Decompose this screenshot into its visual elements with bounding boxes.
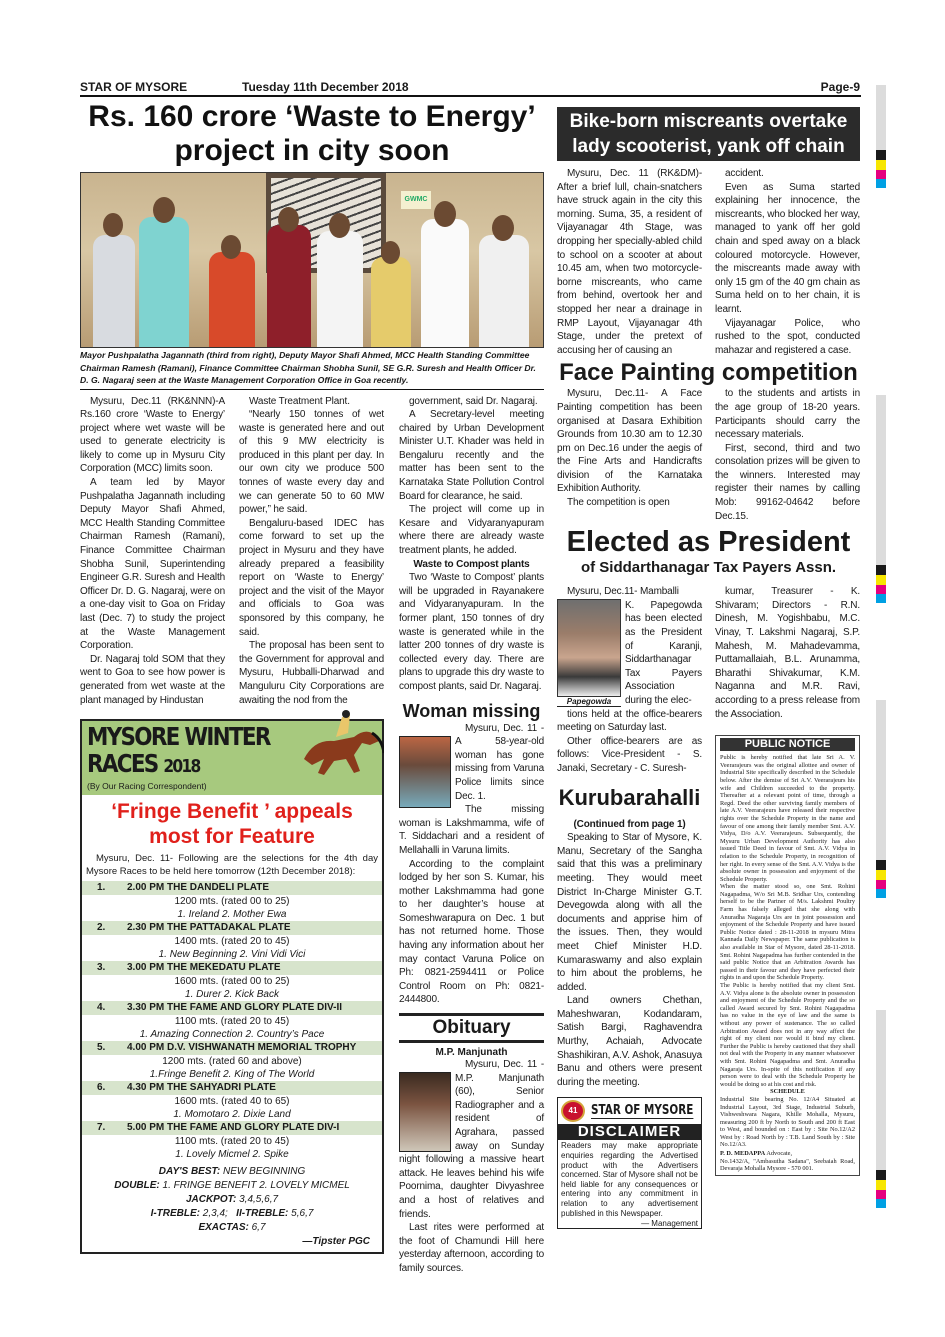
- races-headline-line: ‘Fringe Benefit ’ appeals: [111, 800, 353, 824]
- bike-column-2: [715, 167, 860, 357]
- headline-line: Rs. 160 crore ‘Waste to Energy’: [88, 100, 536, 133]
- race-picks: 1.Fringe Benefit 2. King of The World: [149, 1069, 315, 1081]
- advocate-address: No.1432/A, "Ambasutha Sadana", Seebaiah Road, Devaraja Mohalla Mysore - 570 001.: [720, 1157, 855, 1173]
- race-picks: 1. Durer 2. Kick Back: [185, 989, 279, 1001]
- elected-subheadline: of Siddarthanagar Tax Payers Assn.: [580, 559, 837, 577]
- paragraph: A Secretary-level meeting chaired by Urban Development Minister U.T. Khader was held in Bengaluru recently and the matter has been sent to the Karnataka State Pollution Control Board for clearance, he said.: [399, 409, 544, 502]
- race-header: [82, 1041, 382, 1055]
- page-number: Page-9: [820, 80, 860, 94]
- kurubarahalli-headline: Kurubarahalli: [558, 784, 701, 810]
- papegowda-photo: [557, 599, 621, 697]
- bike-column-1: [557, 167, 702, 357]
- paragraph: Mysuru, Dec. 11 (RK&DM)- After a brief lull, chain-snatchers have struck again in the city this morning. Suma, 35, a resident of Vijayanagar 4th Stage, was dropping her specially-abled child to school on a scooter at about 10.45 am, when two motorcycle-borne miscreants, who came from behind, overtook her and stopped her near a drainage in RMP Layout, Vijayanagar 4th Stage, under the pretext of accusing her of causing an: [557, 168, 702, 356]
- paragraph: The proposal has been sent to the Government for approval and Mysuru, Hubballi-Dharwad and Manguluru City Corporations are awaiting the nod from the: [239, 640, 384, 706]
- waste-column-2: [239, 395, 384, 708]
- race-distance: 1200 mts. (rated 00 to 25): [174, 896, 290, 908]
- left-columns: [80, 395, 544, 1276]
- race-picks: 1. New Beginning 2. Vini Vidi Vici: [158, 949, 306, 961]
- papegowda-photo-block: [557, 599, 621, 707]
- public-notice: [715, 735, 860, 1176]
- disclaimer-text: Readers may make appropriate enquiries regarding the Advertised product with the Advertisers concerned. Star of Mysore shall not be held liable for any consequences or entering into any commitment in relation to any advertisement published in this Newspaper.: [561, 1141, 698, 1218]
- lower-right-column-1: [557, 585, 702, 1229]
- paragraph: A team led by Mayor Pushpalatha Jagannath including Deputy Mayor Shafi Ahmed, MCC Health Standing Committee Chairman Ramesh (Ramani), Finance Committee Chairman Shobha Sunil, Superintending Engineer G.R. Suresh and Health Officer Dr. D. G. Nagaraj, were on a one-day visit to Goa on Friday last (Dec. 7) to study the project at the Waste Management Corporation.: [80, 477, 225, 652]
- races-byline: (By Our Racing Correspondent): [87, 781, 207, 792]
- lower-right-columns: [557, 585, 860, 1229]
- paragraph: The competition is open: [567, 497, 670, 509]
- face-columns: [557, 387, 860, 523]
- missing-woman-photo: [399, 736, 451, 808]
- issue-date: Tuesday 11th December 2018: [242, 80, 409, 94]
- star-of-mysore-logo: 41: [561, 1100, 585, 1122]
- kurubarahalli-article: [557, 784, 702, 1090]
- races-headline-line: most for Feature: [149, 825, 315, 849]
- photo-caption: Papegowda: [557, 697, 621, 707]
- paragraph: First, second, third and two consolation prizes will be given to the winners. Interested may register their names by calling Mob: 99162-04642 before Dec.15.: [715, 442, 860, 522]
- left-two-columns: [80, 395, 384, 1276]
- obituary-article: [399, 1013, 544, 1276]
- race-header: [82, 881, 382, 895]
- race-title: 3.30 PM THE FAME AND GLORY PLATE DIV-II: [127, 1002, 343, 1014]
- race-distance: 1100 mts. (rated 20 to 45): [174, 1136, 290, 1148]
- value: 2,3,4;: [200, 1208, 228, 1220]
- label: II-TREBLE:: [236, 1208, 289, 1220]
- race-picks: 1. Momotaro 2. Dixie Land: [173, 1109, 291, 1121]
- race-number: 3.: [97, 962, 106, 974]
- race-entry: [82, 1041, 382, 1081]
- label: EXACTAS:: [198, 1222, 249, 1234]
- paragraph: The Public is hereby notified that my client Smt. A.V. Vidya alone is the absolute owner in possession and enjoyment of the Schedule Property and the so called Award secured by Smt. Rohini Nagapadma has no value in the eye of law and the same is without any power of sustenance. The so called Arbitration Award does not in any way affect the right of my client nor would it bind my client. Further the Public is hereby cautioned that they shall not deal with the Property in any manner whatsoever with Smt. Rohini Nagapadma and Smt. Anuradha Nagaraja Urs. In-spite of this notification if any person were to deal with the Schedule Property he would be doing so at his cost and risk.: [720, 982, 855, 1088]
- paragraph: kumar, Treasurer - K. Shivaram; Directors - R.N. Dinesh, M. Yogishbabu, M.C. Vinay, T. Lakshmi Nagaraj, S.P. Mahesh, M. Mahadevamma, Puttamallaiah, B.L. Arunamma, Bharathi Shivakumar, K.M. Naganna and M.R. Ravi, according to a press release from the Association.: [715, 586, 860, 720]
- waste-team-photo: [80, 172, 544, 348]
- paragraph: tions held at the office-bearers meeting on Saturday last.: [557, 708, 702, 734]
- schedule-title: SCHEDULE: [770, 1088, 805, 1096]
- racehorse-icon: [294, 709, 384, 784]
- face-column-1: [557, 387, 702, 523]
- trebles: [82, 1207, 382, 1221]
- race-entry: [82, 1121, 382, 1161]
- value: 3,4,5,6,7: [236, 1194, 279, 1206]
- race-header: [82, 1001, 382, 1015]
- race-number: 1.: [97, 882, 106, 894]
- left-half: [80, 100, 544, 1276]
- race-picks: 1. Lovely Micmel 2. Spike: [175, 1149, 289, 1161]
- photo-sign: GWMC: [401, 191, 431, 209]
- bike-columns: [557, 167, 860, 357]
- paragraph: Last rites were performed at the foot of Chamundi Hill here yesterday afternoon, according to family sources.: [399, 1222, 544, 1274]
- label: DOUBLE:: [114, 1180, 160, 1192]
- paragraph: Mysuru, Dec.11- Mamballi: [567, 586, 679, 598]
- paragraph: Other office-bearers are as follows: Vice-President - S. Janaki, Secretary - C. Suresh-: [557, 735, 702, 774]
- race-entry: [82, 921, 382, 961]
- race-header: [82, 921, 382, 935]
- race-number: 5.: [97, 1042, 106, 1054]
- face-headline: Face Painting competition: [559, 359, 858, 387]
- race-header: [82, 961, 382, 975]
- race-distance: 1400 mts. (rated 20 to 45): [174, 936, 290, 948]
- race-list: [82, 881, 382, 1161]
- paragraph: Bengaluru-based IDEC has come forward to set up the project in Mysuru and they have already prepared a feasibility report on ‘Waste to Energy’ project and the visit of the Mayor and officials to Goa was sponsored by this company, he said.: [239, 517, 384, 638]
- brand-name: STAR OF MYSORE: [591, 1103, 694, 1119]
- races-title: [87, 723, 270, 780]
- race-tips: [82, 1165, 382, 1252]
- disclaimer-sign: — Management: [641, 1219, 698, 1229]
- waste-column-1: [80, 395, 225, 708]
- paragraph: Even as Suma started explaining her innocence, the miscreants, who blocked her way, managed to yank off her gold chain and sped away on a black coloured motorcycle. However, the miscreants made away with only 15 gm of the 40 gm chain as Suma held on to her chain, it is learnt.: [715, 181, 860, 315]
- headline-line: project in city soon: [174, 134, 450, 167]
- value: 1. FRINGE BENEFIT 2. LOVELY MICMEL: [159, 1180, 350, 1192]
- paragraph: Speaking to Star of Mysore, K. Manu, Secretary of the Sangha said that this was a preliminary meeting. They would meet District In-Charge Minister G.T. Devegowda along with all the documents and apprise him of the issues. Then, they would meet Chief Minister H.D. Kumaraswamy and also explain to him about the problems, he added.: [557, 832, 702, 993]
- paragraph: Dr. Nagaraj told SOM that they went to Goa to see how power is generated from wet waste at the plant managed by Hindustan: [80, 653, 225, 706]
- race-number: 4.: [97, 1002, 106, 1014]
- race-number: 6.: [97, 1082, 106, 1094]
- value: 5,6,7: [288, 1208, 314, 1220]
- races-title-line: MYSORE WINTER: [87, 722, 270, 752]
- headline-line: Bike-born miscreants overtake: [569, 111, 848, 132]
- paragraph: “Nearly 150 tonnes of wet waste is generated here and out of this 9 MW electricity is produced in this plant per day. In our own city we produce 500 tonnes of waste every day and we can generate 50 to 60 MW power,” he said.: [239, 409, 384, 516]
- disclaimer-title: DISCLAIMER: [558, 1124, 701, 1140]
- obituary-name: M.P. Manjunath: [435, 1047, 508, 1059]
- race-title: 2.30 PM THE PATTADAKAL PLATE: [127, 922, 291, 934]
- race-entry: [82, 961, 382, 1001]
- days-best: [82, 1165, 382, 1179]
- notice-title: PUBLIC NOTICE: [720, 738, 855, 751]
- paragraph: accident.: [725, 168, 764, 179]
- bike-headline: [557, 107, 860, 161]
- paragraph: Waste Treatment Plant.: [249, 395, 350, 407]
- paragraph: According to the complaint lodged by her son S. Kumar, his mother Lakshmamma had gone to her daughter’s house at Someshwarapura on Dec. 1 but has not returned home. Those having any information about her may contact Varuna Police on Ph: 0821-2594411 or Police Control Room on Ph: 0821-2444800.: [399, 858, 544, 1006]
- race-distance: 1600 mts. (rated 40 to 65): [174, 1096, 290, 1108]
- waste-paragraphs: [399, 395, 544, 558]
- paragraph: Mysuru, Dec. 11 - M.P. Manjunath (60), Senior Radiographer and a resident of Agrahara, passed away on Sunday night following a massive heart attack. He leaves behind his wife Poornima, daughter Divyashree and a host of relatives and friends.: [399, 1059, 544, 1220]
- photo-caption: Mayor Pushpalatha Jagannath (third from right), Deputy Mayor Shafi Ahmed, MCC Health Standing Committee Chairman Ramesh (Ramani), Finance Committee Chairman Shobha Sunil, SE G.R. Suresh and Health Officer Dr. D. G. Nagaraj seen at the Waste Management Corporation Office in Goa recently.: [80, 349, 544, 390]
- paragraph: Mysuru, Dec.11- A Face Painting competition has been organised at Dasara Exhibition Grounds from 10.30 am to 12.30 pm on Dec.16 under the aegis of the Fine Arts and Handicrafts division of the Karnataka Exhibition Authority.: [557, 388, 702, 495]
- elected-column-1: [557, 585, 702, 775]
- paragraphs: [557, 708, 702, 776]
- label: JACKPOT:: [185, 1194, 237, 1206]
- paragraph: Vijayanagar Police, who rushed to the spot, conducted mahazar and registered a case.: [715, 317, 860, 356]
- jackpot: [82, 1193, 382, 1207]
- paragraph: K. Papegowda has been elected as the President of Karanji, Siddarthanagar Tax Payers Association during the elec-: [625, 599, 702, 706]
- race-entry: [82, 1081, 382, 1121]
- value: 6,7: [248, 1222, 266, 1234]
- missing-article: [399, 700, 544, 1007]
- race-picks: 1. Ireland 2. Mother Ewa: [177, 909, 287, 921]
- label: DAY'S BEST:: [158, 1166, 221, 1178]
- left-third-column: [399, 395, 544, 1276]
- paragraph: The missing woman is Lakshmamma, wife of T. Siddachari and a resident of Mellahalli in Varuna limits.: [399, 804, 544, 856]
- paragraph: Land owners Chethan, Maheshwaran, Kodandaram, Satish Bargi, Raghavendra Murthy, Achaiah, Advocate Shashikiran, A.V. Ashok, Anasuya Banu and others were present during the meeting.: [557, 995, 702, 1088]
- race-entry: [82, 1001, 382, 1041]
- races-banner: [82, 721, 382, 795]
- race-header: [82, 1081, 382, 1095]
- elected-headline: Elected as President: [566, 526, 851, 559]
- obituary-headline: Obituary: [399, 1013, 544, 1043]
- race-distance: 1100 mts. (rated 20 to 45): [174, 1016, 290, 1028]
- schedule-text: Industrial Site bearing No. 12/A4 Situated at Industrial Layout, 3rd Stage, Industrial Suburb, Vishweshwara Nagara, Khille Mohalla, Mysuru, measuring 200 ft by North to South and 200 ft East to West, and bounded on : East by : Site No.12/A2 West by : Road North by : T.B. Land South by : Site No.12/A3.: [720, 1095, 855, 1149]
- missing-headline: Woman missing: [402, 700, 541, 721]
- double: [82, 1179, 382, 1193]
- paragraph: When the matter stood so, one Smt. Rohini Nagapadma, W/o Sri M.B. Sridhar Urs, contending herself to be the Partner of M/s. Lakshmi Poultry Farm has falsely alleged that she along with Anuradha Nagaraja Urs are in joint possession and enjoyment of the Schedule Property and have issued Public Notice dated : 28-11-2018 in mysuru Mitra Kannada Daily Newspaper. The same publication is also available in Star of Mysore, dated 28-11-2018. Smt. Rohini Nagapadma has further contended in the said public Notice that an Arbitration Awards has passed in their favour and they have perfected their rights in and upon the Schedule Property.: [720, 883, 855, 982]
- races-year: 2018: [163, 756, 200, 778]
- race-header: [82, 1121, 382, 1135]
- race-title: 5.00 PM THE FAME AND GLORY PLATE DIV-I: [127, 1122, 340, 1134]
- elected-column-2: [715, 585, 860, 721]
- waste-column-3: [399, 395, 544, 694]
- race-entry: [82, 881, 382, 921]
- paragraph: government, said Dr. Nagaraj.: [409, 395, 538, 407]
- paragraph: Mysuru, Dec.11 (RK&NNN)-A Rs.160 crore ‘Waste to Energy’ project where wet waste will be used to generate electricity is likely to come up in Mysuru City Corporation (MCC) limits soon.: [80, 395, 225, 475]
- tipster: —Tipster PGC: [302, 1236, 370, 1248]
- lower-right-column-2: [715, 585, 860, 1229]
- obituary-photo: [399, 1072, 451, 1152]
- paragraph: Two ‘Waste to Compost’ plants will be upgraded in Rayanakere and Vidyaranyapuram. In the former plant, 150 tonnes of dry waste is generated while in the latter 200 tonnes of dry waste is collected every day. There are plans to upgrade this dry waste to compost plants, said Dr. Nagaraj.: [399, 572, 544, 692]
- paragraph: Public is hereby notified that late Sri A. V. Veerarajeurs was the original allottee and owner of Industrial Site specifically described in the Schedule below. After the demise of Sri A.V. Veerarajeurs his wife and Children succeeded to the property. Thereafter at a relevant point of time, through a Regd. Deed the other surviving family members of late A.V. Veerarajeurs have released their respective rights over the Schedule Property in the name and favour of one among their family member Smt. A.V. Vidya, D/o A.V. Veerarajeurs. Subsequently, the Mysuru Urban Development Authority has also issued Title Deed in favour of Smt. A.V. Vidya in relation to the Schedule Property, in recognition of her right. In every sense of the Smt. A.V. Vidya is the absolute owner in possession and enjoyment of the Schedule Property.: [720, 754, 855, 883]
- advocate-name: P. D. MEDAPPA: [720, 1150, 766, 1158]
- paragraph: The project will come up in Kesare and Vidyaranyapuram where there are already waste treatment plants, he added.: [399, 504, 544, 557]
- races-intro: Mysuru, Dec. 11- Following are the selections for the 4th day Mysore Races to be held here tomorrow (12th December 2018):: [86, 853, 378, 878]
- race-number: 2.: [97, 922, 106, 934]
- value: NEW BEGINNING: [220, 1166, 306, 1178]
- race-title: 2.00 PM THE DANDELI PLATE: [127, 882, 270, 894]
- race-title: 4.30 PM THE SAHYADRI PLATE: [127, 1082, 276, 1094]
- race-distance: 1600 mts. (rated 00 to 25): [174, 976, 290, 988]
- label: I-TREBLE:: [150, 1208, 201, 1220]
- paper-name: STAR OF MYSORE: [80, 80, 188, 94]
- continued-note: (Continued from page 1): [573, 818, 686, 830]
- race-distance: 1200 mts. (rated 60 and above): [162, 1056, 302, 1068]
- race-picks: 1. Amazing Connection 2. Country’s Pace: [139, 1029, 325, 1041]
- exactas: [82, 1221, 382, 1235]
- headline-line: lady scooterist, yank off chain: [572, 136, 845, 157]
- race-title: 3.00 PM THE MEKEDATU PLATE: [127, 962, 281, 974]
- face-column-2: [715, 387, 860, 523]
- races-box: [80, 719, 384, 1254]
- advocate-role: Advocate,: [765, 1150, 793, 1158]
- waste-subheading: Waste to Compost plants: [413, 558, 530, 570]
- waste-headline: [80, 100, 544, 168]
- notice-paragraphs: [720, 754, 855, 1088]
- paragraph: to the students and artists in the age group of 18-20 years. Participants should carry the necessary materials.: [715, 388, 860, 441]
- header-rule: [80, 95, 861, 97]
- waste-paragraphs: [399, 571, 544, 693]
- race-number: 7.: [97, 1122, 106, 1134]
- races-title-line: RACES: [87, 749, 158, 779]
- right-half: [557, 107, 860, 1229]
- disclaimer-brand: [558, 1098, 701, 1124]
- paragraph: Mysuru, Dec. 11 - A 58-year-old woman has gone missing from Varuna Police limits since Dec. 1.: [455, 722, 544, 802]
- paragraphs: [557, 831, 702, 1089]
- races-headline: [82, 799, 382, 849]
- race-title: 4.00 PM D.V. VISHWANATH MEMORIAL TROPHY: [127, 1042, 357, 1054]
- disclaimer-box: [557, 1097, 702, 1229]
